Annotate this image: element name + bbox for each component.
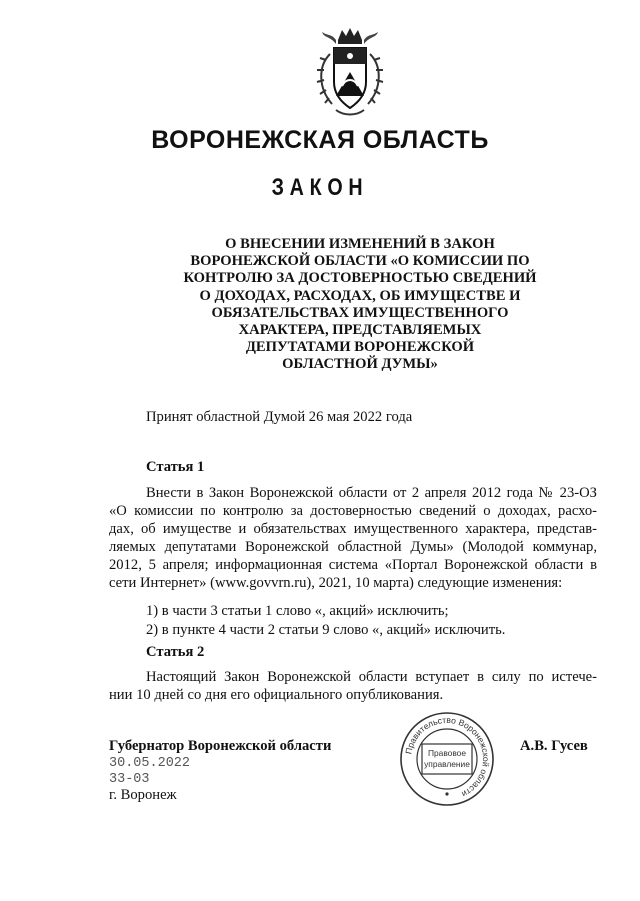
law-title-line: ВОРОНЕЖСКОЙ ОБЛАСТИ «О КОМИССИИ ПО: [190, 253, 530, 270]
coat-of-arms-icon: [312, 26, 388, 118]
law-title-line: КОНТРОЛЮ ЗА ДОСТОВЕРНОСТЬЮ СВЕДЕНИЙ: [183, 270, 537, 287]
region-title: ВОРОНЕЖСКАЯ ОБЛАСТЬ: [151, 126, 489, 154]
law-title-line: ХАРАКТЕРА, ПРЕДСТАВЛЯЕМЫХ: [238, 322, 482, 339]
article-1-text: [109, 484, 597, 592]
law-title-line: О ВНЕСЕНИИ ИЗМЕНЕНИЙ В ЗАКОН: [225, 236, 495, 252]
law-title: [140, 236, 580, 374]
article-1-heading: Статья 1: [146, 459, 205, 475]
article-1-items: [146, 602, 505, 640]
article-2-line: Настоящий Закон Воронежской области вступает в силу по истече-: [146, 669, 597, 685]
list-item: 2) в пункте 4 части 2 статьи 9 слово «, акций» исключить.: [146, 622, 506, 638]
signatory-name: А.В. Гусев: [520, 738, 588, 754]
article-2-heading: Статья 2: [146, 644, 205, 660]
law-number: 33-03: [109, 772, 150, 787]
article-1-line: ляемых депутатами Воронежской областной Думы» (Молодой коммунар,: [109, 539, 597, 555]
article-1-line: Внести в Закон Воронежской области от 2 апреля 2012 года № 23-ОЗ: [146, 485, 597, 501]
article-2-line: нии 10 дней со дня его официального опубликования.: [109, 687, 444, 703]
document-type: ЗАКОН: [271, 174, 369, 201]
article-1-line: дах, об имуществе и обязательствах имущественного характера, представ-: [109, 521, 597, 537]
signatory-title: Губернатор Воронежской области: [109, 738, 332, 754]
article-1-line: 2012, 5 апреля; информационная система «Портал Воронежской области в: [109, 557, 597, 573]
list-item: 1) в части 3 статьи 1 слово «, акций» исключить;: [146, 603, 449, 619]
signing-city: г. Воронеж: [109, 787, 177, 803]
article-1-line: «О комиссии по контролю за достоверностью сведений о доходах, расхо-: [109, 503, 597, 519]
article-1-line: сети Интернет» (www.govvrn.ru), 2021, 10 марта) следующие изменения:: [109, 575, 563, 591]
stamp-ring-text: Правительство Воронежской области: [403, 714, 492, 800]
signing-date: 30.05.2022: [109, 756, 191, 771]
law-title-line: ОБЛАСТНОЙ ДУМЫ»: [282, 356, 438, 373]
law-title-line: ОБЯЗАТЕЛЬСТВАХ ИМУЩЕСТВЕННОГО: [211, 304, 509, 321]
stamp-inner-line1: Правовое: [427, 748, 467, 758]
official-stamp: [398, 710, 496, 808]
law-title-line: О ДОХОДАХ, РАСХОДАХ, ОБ ИМУЩЕСТВЕ И: [199, 287, 521, 304]
stamp-inner-line2: управление: [424, 759, 470, 769]
adoption-note: Принят областной Думой 26 мая 2022 года: [146, 409, 413, 425]
law-title-line: ДЕПУТАТАМИ ВОРОНЕЖСКОЙ: [245, 339, 475, 356]
article-2-text: [109, 668, 597, 704]
